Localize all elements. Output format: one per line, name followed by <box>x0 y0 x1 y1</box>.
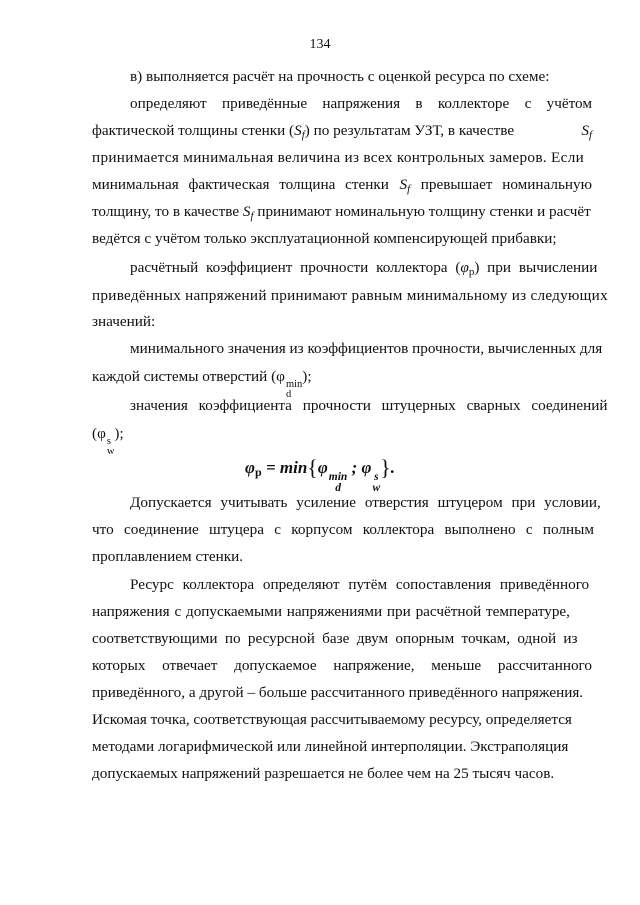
text: фактической толщины стенки ( <box>92 122 295 139</box>
symbol-f: f <box>407 183 411 195</box>
text-line <box>92 548 243 566</box>
text: ) по результатам УЗТ, в качестве <box>304 122 515 139</box>
text: принимается минимальная величина из всех контрольных замеров. Если <box>92 149 585 166</box>
text: значения коэффициента прочности штуцерных сварных соединений <box>130 397 608 414</box>
text-line <box>92 657 592 675</box>
formula-sup-s: s <box>374 471 379 483</box>
text: толщину, то в качестве <box>92 203 240 220</box>
symbol-sf <box>400 176 411 198</box>
symbol-s: S <box>399 176 408 193</box>
text-line <box>92 397 608 415</box>
formula-s-w <box>372 472 380 494</box>
word: с <box>524 95 532 112</box>
text: значений: <box>92 313 156 330</box>
symbol-f: f <box>250 210 254 222</box>
text: приведённого, а другой – больше рассчитанного приведённого напряжения. <box>92 684 584 701</box>
text: минимального значения из коэффициентов прочности, вычисленных для <box>130 340 603 357</box>
sub-d: d <box>285 389 292 400</box>
word: отвечает <box>162 657 218 674</box>
symbol-phi: φ <box>460 259 469 276</box>
formula-phi: φ <box>317 458 328 477</box>
symbol-p: р <box>468 266 475 278</box>
text: Искомая точка, соответствующая рассчитываемому ресурсу, определяется <box>92 711 572 728</box>
symbol-phi-p <box>460 259 474 281</box>
text: Ресурс коллектора определяют путём сопоставления приведённого <box>130 576 590 593</box>
text-line <box>92 230 557 248</box>
text-line <box>92 149 584 167</box>
word: в <box>415 95 423 112</box>
text-line <box>92 287 608 305</box>
text-line <box>92 68 549 86</box>
formula-sub-p: р <box>255 465 262 479</box>
formula-close-brace: } <box>380 455 391 480</box>
formula-min: min <box>279 458 308 477</box>
text: каждой системы отверстий ( <box>92 368 277 385</box>
text: методами логарифмической или линейной интерполяции. Экстраполяция <box>92 738 569 755</box>
word: которых <box>92 657 146 674</box>
text: ); <box>114 425 124 442</box>
word: напряжения <box>322 95 401 112</box>
text-line <box>92 576 589 594</box>
text-segment <box>92 122 514 144</box>
text: ) при вычислении <box>474 259 598 276</box>
formula-sub-w: w <box>372 482 381 494</box>
text-line <box>92 176 592 198</box>
word: допускаемое <box>234 657 317 674</box>
formula-period: . <box>390 458 395 477</box>
text-line <box>92 494 601 512</box>
text-line <box>92 630 578 648</box>
formula-phi-p <box>0 455 640 494</box>
sub-w: w <box>106 446 115 457</box>
formula-phi: φ <box>361 458 372 477</box>
word: напряжение, <box>333 657 415 674</box>
word: приведённые <box>221 95 308 112</box>
symbol-s: S <box>242 203 251 220</box>
sup-min: min <box>285 379 303 390</box>
text-line <box>92 603 570 621</box>
text-line <box>92 203 591 225</box>
word: коллекторе <box>437 95 510 112</box>
word: меньше <box>431 657 482 674</box>
text: ( <box>92 425 98 442</box>
text: что соединение штуцера с корпусом коллектора выполнено с полным <box>92 521 594 538</box>
text-line <box>92 684 583 702</box>
symbol-f: f <box>301 129 305 141</box>
formula-equals: = <box>261 458 280 477</box>
formula-sup-min: min <box>328 471 348 483</box>
symbol-phi: φ <box>276 368 285 385</box>
text: принимают номинальную толщину стенки и расчёт <box>257 203 591 220</box>
text-line <box>92 738 568 756</box>
text-line <box>92 259 598 281</box>
text: превышает номинальную <box>420 176 592 193</box>
paragraph-scheme-intro: в) выполняется расчёт на прочность с оценкой ресурса по схеме: <box>130 68 550 85</box>
formula-separator: ; <box>347 458 362 477</box>
formula-sub-d: d <box>335 482 341 494</box>
formula-phi: φ <box>245 458 255 477</box>
text-line <box>92 521 592 539</box>
symbol-phi: φ <box>97 425 106 442</box>
text: ); <box>302 368 312 385</box>
text-line <box>92 425 124 457</box>
text: соответствующими по ресурсной базе двум опорным точкам, одной из <box>92 630 578 647</box>
symbol-s: S <box>581 122 589 139</box>
text-line <box>92 711 572 729</box>
sup-s: s <box>106 436 111 447</box>
symbol-s: S <box>294 122 302 139</box>
text: ведётся с учётом только эксплуатационной компенсирующей прибавки; <box>92 230 557 247</box>
text-line <box>92 313 155 331</box>
text: проплавлением стенки. <box>92 548 244 565</box>
text: допускаемых напряжений разрешается не более чем на 25 тысяч часов. <box>92 765 555 782</box>
word: рассчитанного <box>497 657 592 674</box>
formula-min-d <box>329 472 348 494</box>
text-line <box>92 340 602 358</box>
text-line <box>92 368 312 400</box>
page-number: 134 <box>309 37 331 52</box>
text: расчётный коэффициент прочности коллектора ( <box>130 259 461 276</box>
text-line <box>92 765 554 783</box>
word: определяют <box>130 95 207 112</box>
text: приведённых напряжений принимают равным минимальному из следующих <box>92 287 608 304</box>
text: минимальная фактическая толщина стенки <box>92 176 389 193</box>
symbol-sf <box>581 122 592 144</box>
word: учётом <box>546 95 592 112</box>
formula-open-brace: { <box>307 455 318 480</box>
text: напряжения с допускаемыми напряжениями при расчётной температуре, <box>92 603 570 620</box>
text-line <box>92 95 592 113</box>
symbol-f: f <box>588 129 592 141</box>
text-line <box>92 122 592 144</box>
text: Допускается учитывать усиление отверстия штуцером при условии, <box>130 494 601 511</box>
